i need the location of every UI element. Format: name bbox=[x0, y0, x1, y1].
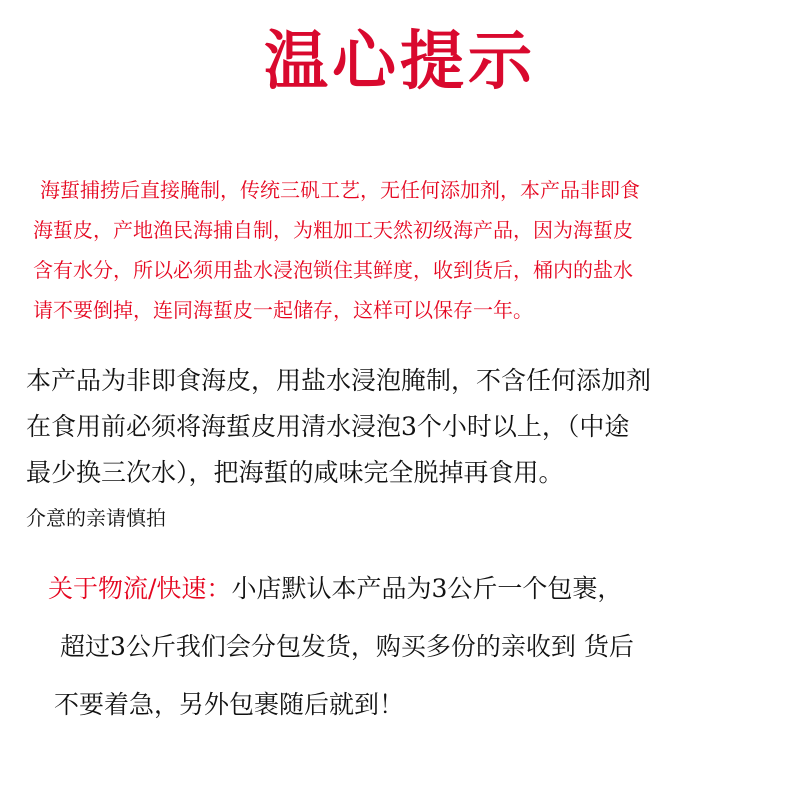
usage-line-4: 介意的亲请慎拍 bbox=[26, 506, 166, 530]
notice-paragraph bbox=[0, 170, 800, 330]
logistics-line-1 bbox=[48, 560, 788, 618]
page-title: 温心提示 bbox=[264, 25, 536, 99]
usage-paragraph bbox=[26, 358, 796, 538]
logistics-line-1-text: 小店默认本产品为3公斤一个包裹， bbox=[231, 574, 623, 603]
usage-line-3: 最少换三次水），把海蜇的咸味完全脱掉再食用。 bbox=[26, 458, 564, 487]
notice-line-3: 含有水分，所以必须用盐水浸泡锁住其鲜度，收到货后，桶内的盐水 bbox=[33, 258, 633, 282]
notice-line-1: 海蜇捕捞后直接腌制，传统三矾工艺，无任何添加剂，本产品非即食 bbox=[40, 178, 640, 202]
logistics-paragraph bbox=[48, 560, 788, 734]
usage-line-2: 在食用前必须将海蜇皮用清水浸泡3个小时以上，（中途 bbox=[26, 412, 630, 441]
notice-line-2: 海蜇皮，产地渔民海捕自制，为粗加工天然初级海产品，因为海蜇皮 bbox=[33, 218, 633, 242]
logistics-label: 关于物流/快速： bbox=[48, 574, 232, 603]
logistics-line-2: 超过3公斤我们会分包发货，购买多份的亲收到 货后 bbox=[60, 632, 634, 661]
usage-line-1: 本产品为非即食海皮，用盐水浸泡腌制，不含任何添加剂 bbox=[26, 366, 652, 395]
notice-line-4: 请不要倒掉，连同海蜇皮一起储存，这样可以保存一年。 bbox=[33, 298, 533, 322]
logistics-line-3: 不要着急，另外包裹随后就到！ bbox=[54, 690, 405, 719]
